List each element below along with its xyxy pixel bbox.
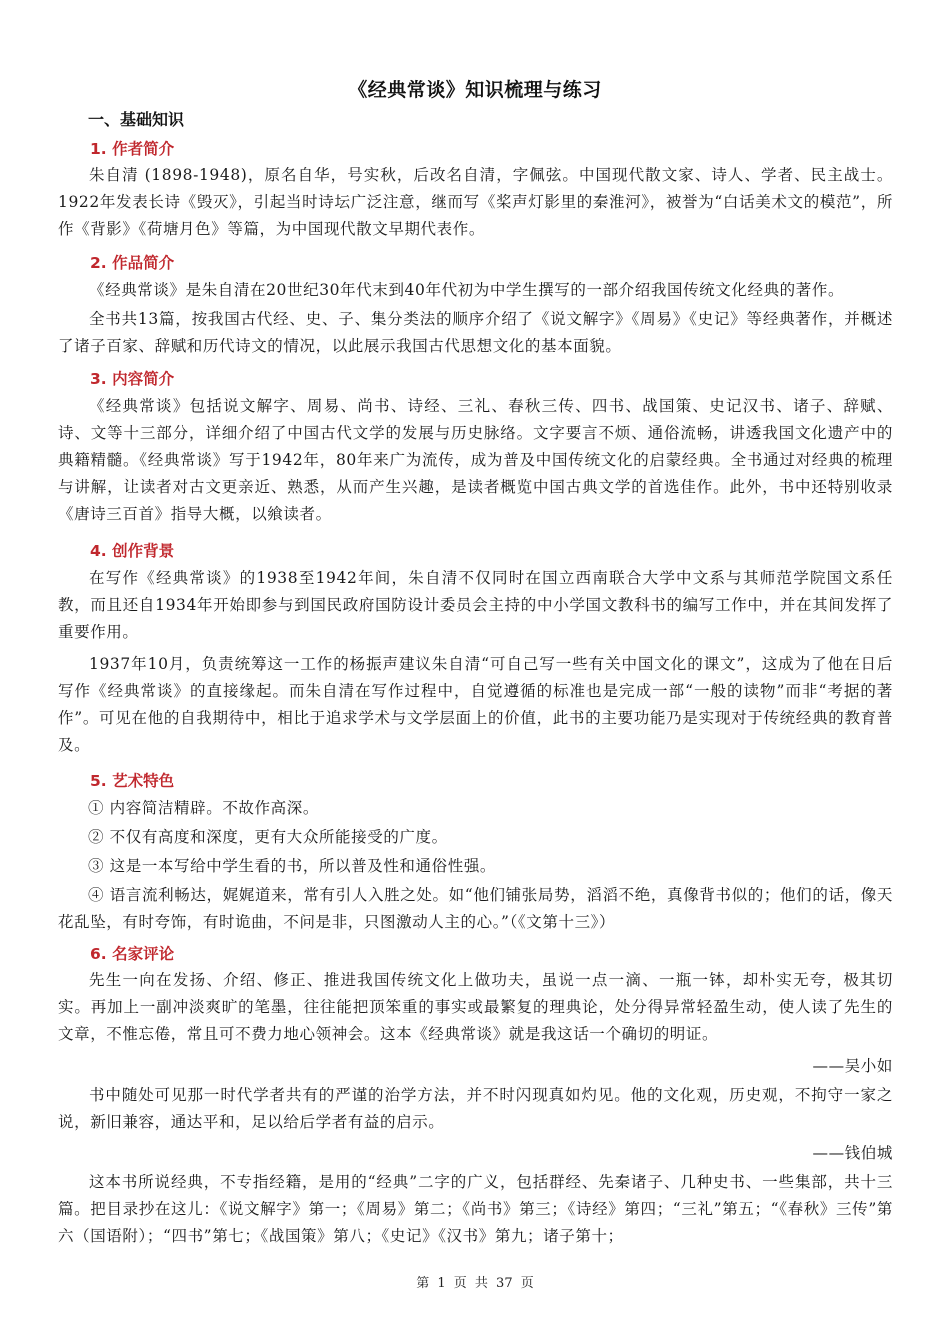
paragraph-content-intro: 《经典常谈》包括说文解字、周易、尚书、诗经、三礼、春秋三传、四书、战国策、史记汉书、诸子、辞赋、诗、文等十三部分，详细介绍了中国古代文学的发展与历史脉络。文字要言不烦、通俗流畅，讲透我国文化遗产中的典籍精髓。《经典常谈》写于1942年，80年来广为流传，成为普及中国传统文化的启蒙经典。全书通过对经典的梳理与讲解，让读者对古文更亲近、熟悉，从而产生兴趣，是读者概览中国古典文学的首选佳作。此外，书中还特别收录《唐诗三百首》指导大概，以飨读者。 (58, 397, 893, 523)
section-heading-basics: 一、基础知识 (88, 110, 185, 129)
paragraph-background-2: 1937年10月，负责统筹这一工作的杨振声建议朱自清“可自己写一些有关中国文化的课文”，这成为了他在日后写作《经典常谈》的直接缘起。而朱自清在写作过程中，自觉遵循的标准也是完成一部“一般的读物”而非“考据的著作”。可见在他的自我期待中，相比于追求学术与文学层面上的价值，此书的主要功能乃是实现对于传统经典的教育普及。 (58, 655, 893, 754)
heading-critic-reviews: 6. 名家评论 (90, 945, 175, 963)
review-signature-2: ——钱伯城 (812, 1144, 893, 1162)
paragraph-author-intro: 朱自清 (1898-1948)，原名自华，号实秋，后改名自清，字佩弦。中国现代散文家、诗人、学者、民主战士。1922年发表长诗《毁灭》，引起当时诗坛广泛注意，继而写《桨声灯影里的秦淮河》，被誉为“白话美术文的模范”，所作《背影》《荷塘月色》等篇，为中国现代散文早期代表作。 (58, 166, 893, 238)
feature-item-4: ④ 语言流利畅达，娓娓道来，常有引人入胜之处。如“他们铺张局势，滔滔不绝，真像背书似的；他们的话，像天花乱坠，有时夸饰，有时诡曲，不问是非，只图激动人主的心。”（《文第十三》） (58, 886, 893, 931)
heading-author-intro: 1. 作者简介 (90, 140, 175, 158)
review-paragraph-1: 先生一向在发扬、介绍、修正、推进我国传统文化上做功夫，虽说一点一滴、一瓶一钵，却朴实无夸，极其切实。再加上一副冲淡爽旷的笔墨，往往能把顶笨重的事实或最繁复的理典论，处分得异常轻盈生动，使人读了先生的文章，不惟忘倦，常且可不费力地心领神会。这本《经典常谈》就是我这话一个确切的明证。 (58, 971, 893, 1043)
feature-item-2: ② 不仅有高度和深度，更有大众所能接受的广度。 (88, 828, 448, 846)
paragraph-background-1: 在写作《经典常谈》的1938至1942年间，朱自清不仅同时在国立西南联合大学中文系与其师范学院国文系任教，而且还自1934年开始即参与到国民政府国防设计委员会主持的中小学国文教科书的编写工作中，并在其间发挥了重要作用。 (58, 569, 893, 641)
review-paragraph-3: 这本书所说经典，不专指经籍，是用的“经典”二字的广义，包括群经、先秦诸子、几种史书、一些集部，共十三篇。把目录抄在这儿：《说文解字》第一；《周易》第二；《尚书》第三；《诗经》第四；“三礼”第五；“《春秋》三传”第六（国语附）；“四书”第七；《战国策》第八；《史记》《汉书》第九；诸子第十； (58, 1173, 893, 1245)
heading-content-intro: 3. 内容简介 (90, 370, 175, 388)
feature-item-1: ① 内容简洁精辟。不故作高深。 (88, 799, 319, 817)
document-title: 《经典常谈》知识梳理与练习 (348, 79, 602, 101)
page-footer: 第 1 页 共 37 页 (416, 1276, 534, 1291)
heading-background: 4. 创作背景 (90, 542, 175, 560)
feature-item-3: ③ 这是一本写给中学生看的书，所以普及性和通俗性强。 (88, 857, 497, 875)
review-paragraph-2: 书中随处可见那一时代学者共有的严谨的治学方法，并不时闪现真如灼见。他的文化观，历史观，不拘守一家之说，新旧兼容，通达平和，足以给后学者有益的启示。 (58, 1086, 893, 1131)
heading-work-intro: 2. 作品简介 (90, 254, 175, 272)
review-signature-1: ——吴小如 (812, 1057, 893, 1075)
paragraph-work-intro-1: 《经典常谈》是朱自清在20世纪30年代末到40年代初为中学生撰写的一部介绍我国传统文化经典的著作。 (89, 281, 845, 299)
heading-artistic-features: 5. 艺术特色 (90, 772, 175, 790)
paragraph-work-intro-2: 全书共13篇，按我国古代经、史、子、集分类法的顺序介绍了《说文解字》《周易》《史记》等经典著作，并概述了诸子百家、辞赋和历代诗文的情况，以此展示我国古代思想文化的基本面貌。 (58, 310, 893, 355)
